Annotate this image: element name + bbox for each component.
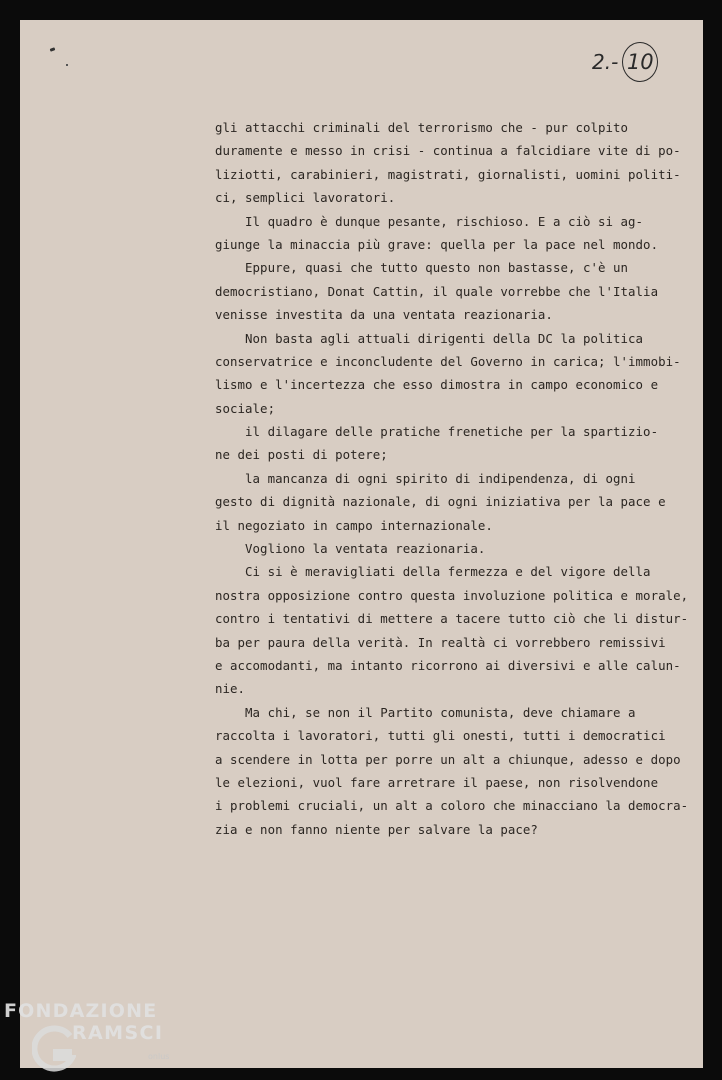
text-line: conservatrice e inconcludente del Governo in carica; l'immobi- <box>215 353 681 369</box>
text-line: duramente e messo in crisi - continua a falcidiare vite di po- <box>215 143 681 159</box>
text-line: democristiano, Donat Cattin, il quale vorrebbe che l'Italia <box>215 283 659 299</box>
text-line: Il quadro è dunque pesante, rischioso. E a ciò si ag- <box>215 213 644 229</box>
text-line: a scendere in lotta per porre un alt a chiunque, adesso e dopo <box>215 751 681 767</box>
watermark-line-3: onlus <box>148 1052 170 1061</box>
text-line: ci, semplici lavoratori. <box>215 190 396 206</box>
text-line: le elezioni, vuol fare arretrare il paese, non risolvendone <box>215 774 659 790</box>
text-line: nie. <box>215 681 246 697</box>
text-line: Ci si è meravigliati della fermezza e del vigore della <box>215 564 651 580</box>
handwritten-page-number <box>592 42 658 82</box>
text-line: zia e non fanno niente per salvare la pace? <box>215 821 538 837</box>
fondazione-gramsci-watermark <box>4 1000 204 1078</box>
text-line: raccolta i lavoratori, tutti gli onesti, tutti i democratici <box>215 728 666 744</box>
text-line: il negoziato in campo internazionale. <box>215 517 493 533</box>
text-line: il dilagare delle pratiche frenetiche per la spartizio- <box>215 424 659 440</box>
text-line: Eppure, quasi che tutto questo non bastasse, c'è un <box>215 260 629 276</box>
text-line: Non basta agli attuali dirigenti della DC la politica <box>215 330 644 346</box>
typed-text-body <box>215 116 689 841</box>
text-line: Ma chi, se non il Partito comunista, deve chiamare a <box>215 704 636 720</box>
text-line: la mancanza di ogni spirito di indipendenza, di ogni <box>215 470 636 486</box>
watermark-line-2: RAMSCI <box>72 1022 164 1044</box>
text-line: giunge la minaccia più grave: quella per la pace nel mondo. <box>215 236 659 252</box>
ink-mark <box>50 47 56 52</box>
text-line: gesto di dignità nazionale, di ogni iniziativa per la pace e <box>215 494 666 510</box>
text-line: Vogliono la ventata reazionaria. <box>215 541 486 557</box>
text-line: lismo e l'incertezza che esso dimostra in campo economico e <box>215 377 659 393</box>
text-line: nostra opposizione contro questa involuzione politica e morale, <box>215 587 689 603</box>
ink-dot <box>66 64 68 66</box>
text-line: i problemi cruciali, un alt a coloro che minacciano la democra- <box>215 798 689 814</box>
text-line: liziotti, carabinieri, magistrati, giornalisti, uomini politi- <box>215 166 681 182</box>
text-line: ne dei posti di potere; <box>215 447 388 463</box>
text-line: sociale; <box>215 400 276 416</box>
text-line: ba per paura della verità. In realtà ci vorrebbero remissivi <box>215 634 666 650</box>
watermark-line-1: FONDAZIONE <box>4 1000 158 1022</box>
gramsci-g-logo-icon <box>32 1024 76 1076</box>
circled-page-number: 10 <box>622 42 658 82</box>
document-page <box>20 20 703 1068</box>
text-line: contro i tentativi di mettere a tacere tutto ciò che li distur- <box>215 611 689 627</box>
page-number-prefix: 2.- <box>592 50 619 74</box>
text-line: gli attacchi criminali del terrorismo che - pur colpito <box>215 120 629 135</box>
text-line: e accomodanti, ma intanto ricorrono ai diversivi e alle calun- <box>215 657 681 673</box>
text-line: venisse investita da una ventata reazionaria. <box>215 307 553 323</box>
